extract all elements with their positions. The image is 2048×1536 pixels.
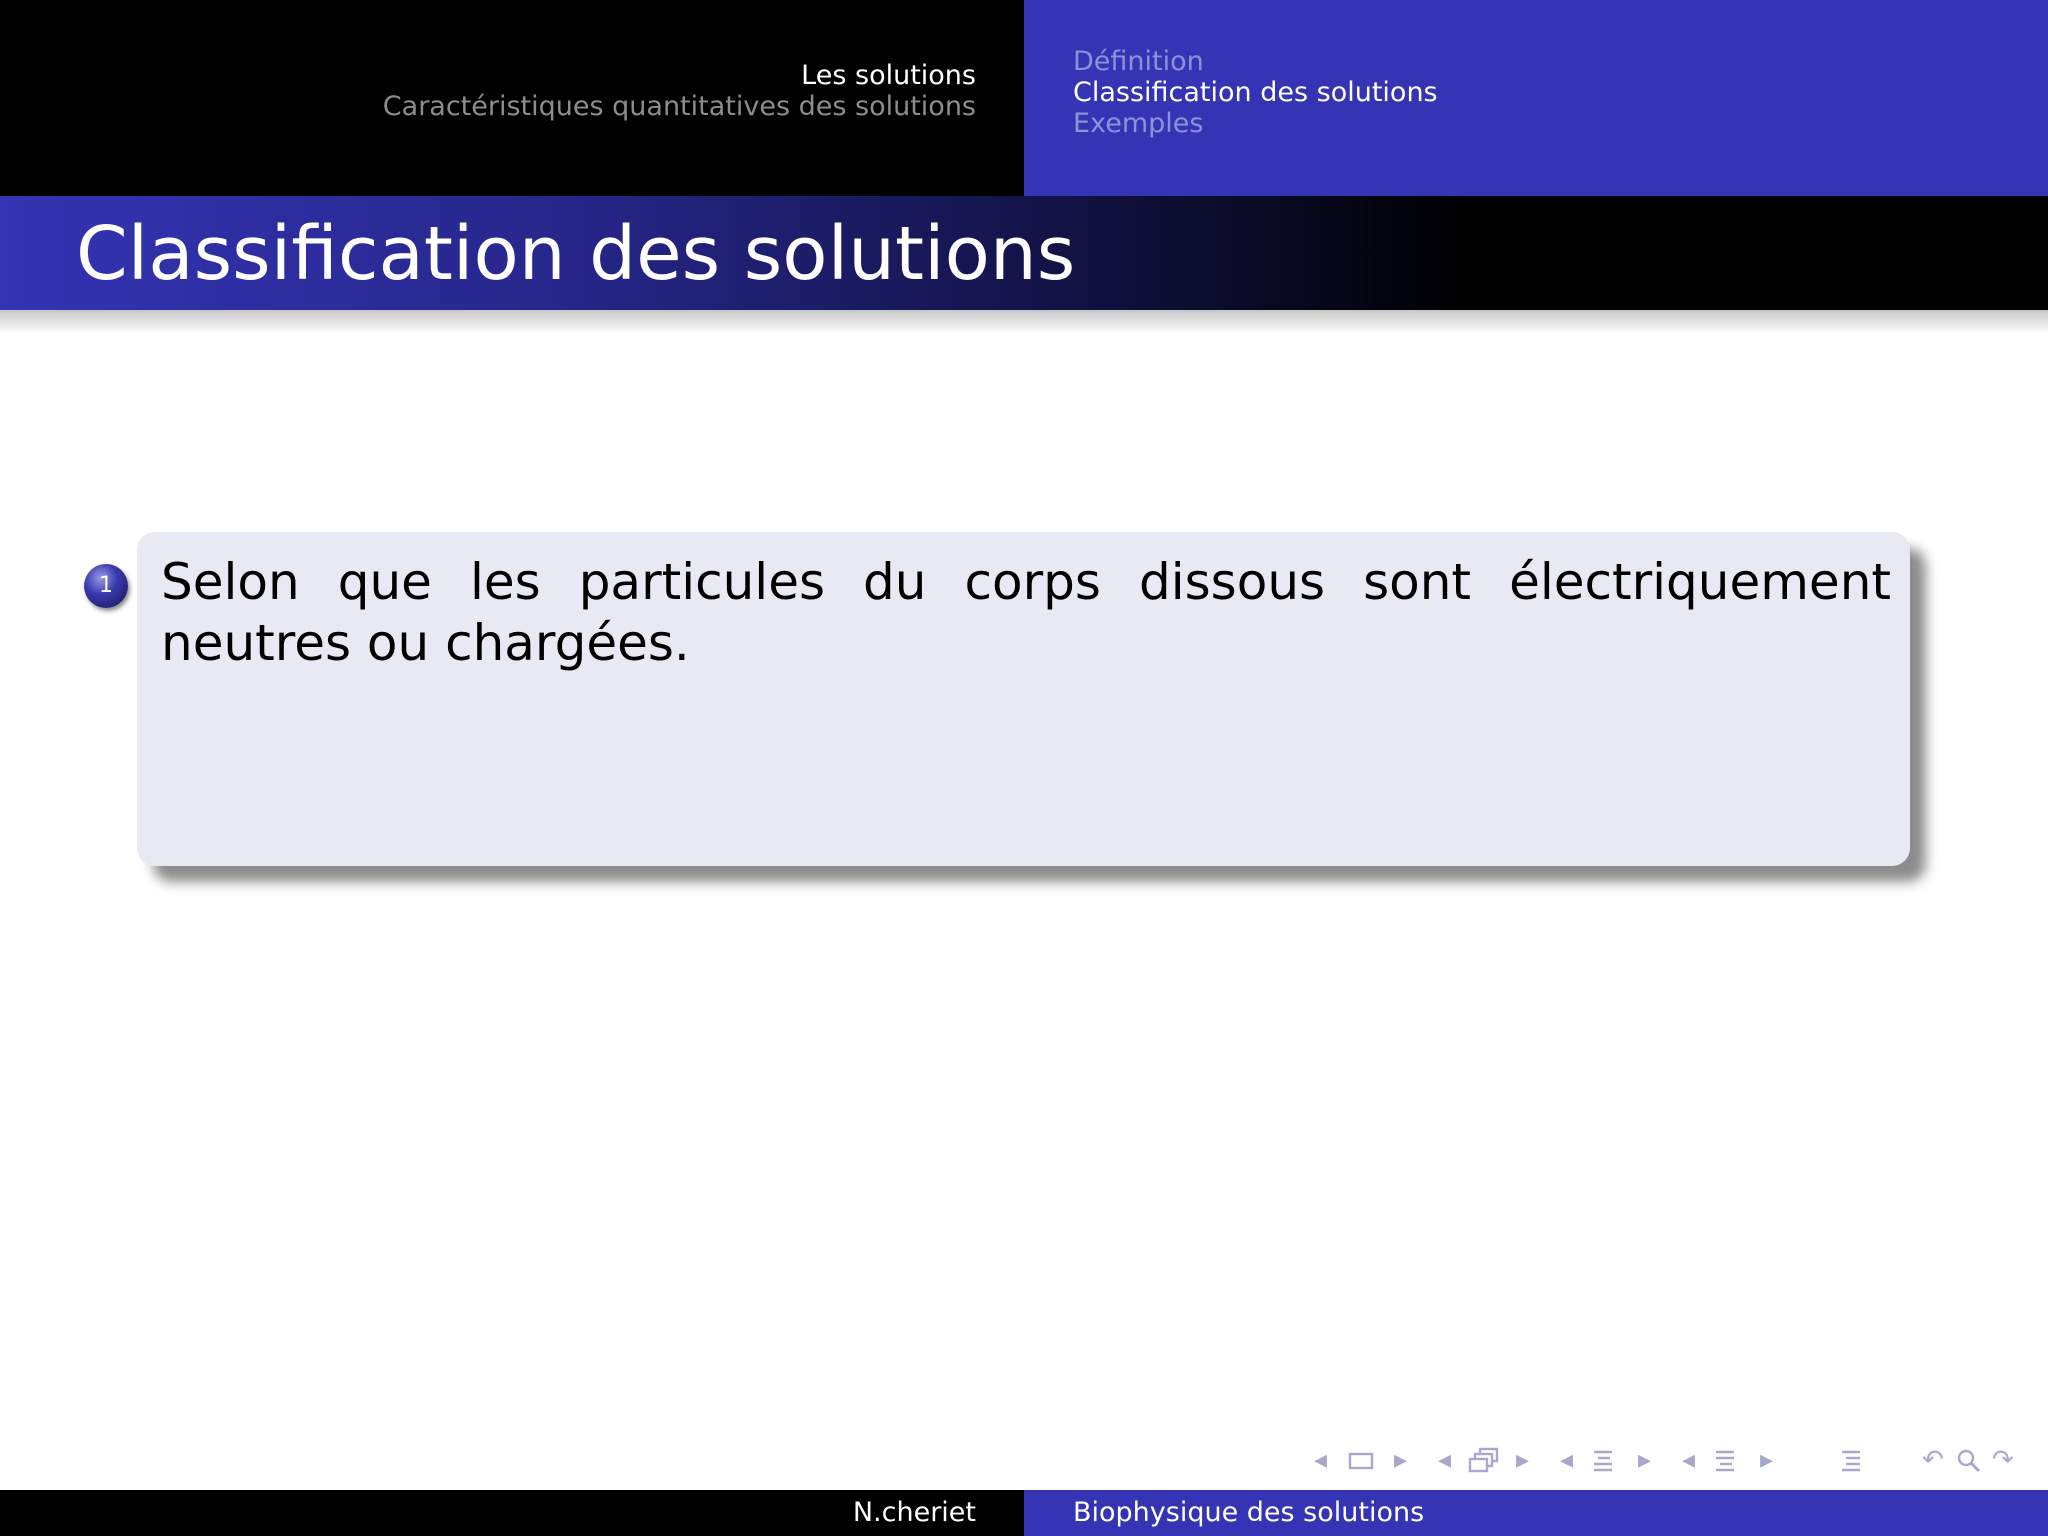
slide-icon[interactable]	[1348, 1440, 1374, 1480]
footer-author: N.cheriet	[852, 1497, 976, 1528]
footer-author-panel	[0, 1490, 1024, 1536]
subsection-icon[interactable]	[1590, 1440, 1616, 1480]
header	[0, 0, 2048, 196]
arrow-left-icon[interactable]: ◂	[1682, 1445, 1696, 1475]
subsection-nav	[1073, 46, 1438, 139]
navigation-symbols	[1310, 1440, 2040, 1480]
arrow-right-icon[interactable]: ▸	[1638, 1445, 1652, 1475]
frame-title-bar	[0, 196, 2048, 310]
section-link-les-solutions[interactable]: Les solutions	[801, 60, 976, 91]
arrow-left-icon[interactable]: ◂	[1438, 1445, 1452, 1475]
section-nav	[383, 60, 976, 122]
arrow-right-icon[interactable]: ▸	[1516, 1445, 1530, 1475]
arrow-left-icon[interactable]: ◂	[1560, 1445, 1574, 1475]
search-icon[interactable]	[1956, 1440, 1982, 1480]
section-icon[interactable]	[1712, 1440, 1738, 1480]
content-item-text: Selon que les particules du corps dissous sont électriquement neutres ou chargées.	[161, 553, 1891, 672]
frame-title: Classification des solutions	[76, 211, 1076, 297]
subsection-link-exemples[interactable]: Exemples	[1073, 108, 1204, 139]
content-block	[137, 532, 1910, 866]
outline-icon[interactable]	[1838, 1440, 1864, 1480]
arrow-right-icon[interactable]: ▸	[1760, 1445, 1774, 1475]
footer-title: Biophysique des solutions	[1073, 1497, 1425, 1528]
arrow-left-icon[interactable]: ◂	[1314, 1445, 1328, 1475]
undo-icon[interactable]: ↶	[1922, 1445, 1944, 1475]
redo-icon[interactable]: ↷	[1992, 1445, 2014, 1475]
subsection-link-classification[interactable]: Classification des solutions	[1073, 77, 1438, 108]
footer	[0, 1490, 2048, 1536]
title-shadow	[0, 310, 2048, 334]
header-subsections-panel	[1024, 0, 2048, 196]
section-link-caracteristiques[interactable]: Caractéristiques quantitatives des solutions	[382, 91, 976, 122]
header-sections-panel	[0, 0, 1024, 196]
subsection-link-definition[interactable]: Définition	[1073, 46, 1204, 77]
footer-title-panel	[1024, 1490, 2048, 1536]
enumeration-badge: 1	[84, 564, 128, 608]
frame-icon[interactable]	[1468, 1440, 1500, 1480]
arrow-right-icon[interactable]: ▸	[1394, 1445, 1408, 1475]
